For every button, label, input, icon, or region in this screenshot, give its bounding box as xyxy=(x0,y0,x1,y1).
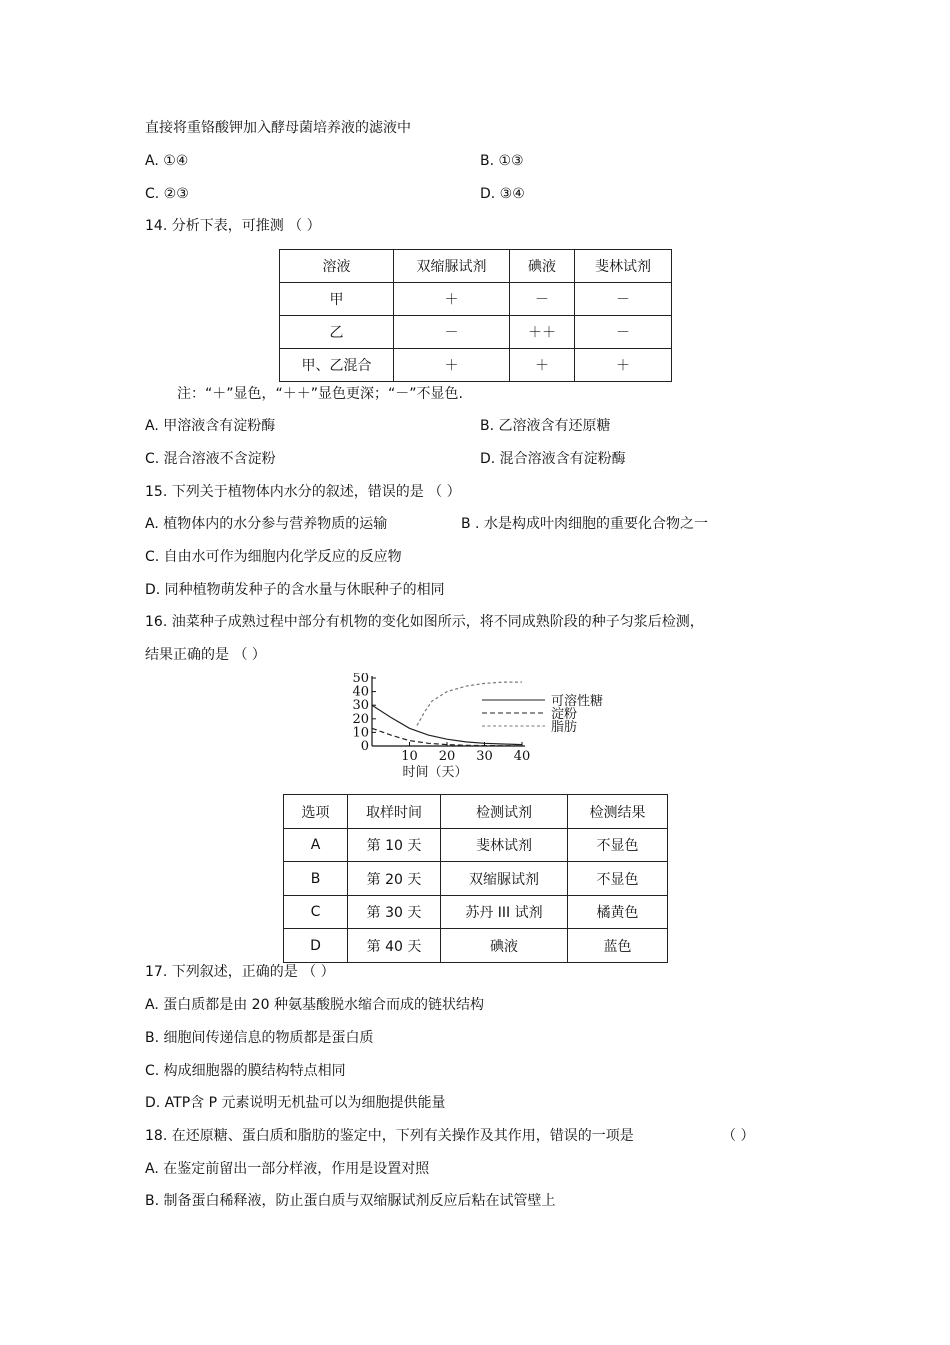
x-tick-label: 40 xyxy=(513,749,531,764)
table-cell: － xyxy=(575,283,672,316)
x-tick-label: 10 xyxy=(401,749,418,764)
table-cell: 甲 xyxy=(280,283,394,316)
q18-option-a: A. 在鉴定前留出一部分样液，作用是设置对照 xyxy=(145,1161,430,1177)
y-tick-label: 10 xyxy=(352,725,369,741)
table-cell: 第 10 天 xyxy=(348,829,441,862)
y-tick-label: 0 xyxy=(360,739,369,754)
q13-option-c: C. ②③ xyxy=(145,186,189,202)
chart-axes xyxy=(372,676,525,746)
q15-option-c: C. 自由水可作为细胞内化学反应的反应物 xyxy=(145,549,402,565)
q16-stem-continued: 结果正确的是 （ ） xyxy=(145,647,266,663)
q14-option-a: A. 甲溶液含有淀粉酶 xyxy=(145,418,276,434)
table-cell: 第 30 天 xyxy=(348,896,441,929)
q15-option-b: B . 水是构成叶肉细胞的重要化合物之一 xyxy=(461,516,708,532)
q15-option-d: D. 同种植物萌发种子的含水量与休眠种子的相同 xyxy=(145,582,445,598)
q17-option-c: C. 构成细胞器的膜结构特点相同 xyxy=(145,1063,346,1079)
x-axis-label: 时间（天） xyxy=(402,765,468,780)
q18-answer-paren: （ ） xyxy=(722,1128,755,1144)
table-cell: 不显色 xyxy=(568,862,668,896)
table-row xyxy=(284,896,668,929)
table-cell: 橘黄色 xyxy=(568,896,668,929)
legend-label: 可溶性糖 xyxy=(551,694,604,709)
q16-header-cell: 取样时间 xyxy=(348,795,441,829)
y-tick-label: 40 xyxy=(352,684,369,700)
q13-option-a: A. ①④ xyxy=(145,153,189,169)
q14-option-d: D. 混合溶液含有淀粉酶 xyxy=(480,451,626,467)
q15-stem: 15. 下列关于植物体内水分的叙述，错误的是 （ ） xyxy=(145,484,461,500)
table-cell: 第 40 天 xyxy=(348,929,441,963)
table-cell: 苏丹 III 试剂 xyxy=(441,896,568,929)
q14-table xyxy=(279,249,672,382)
q18-stem: 18. 在还原糖、蛋白质和脂肪的鉴定中，下列有关操作及其作用，错误的一项是 xyxy=(145,1128,634,1144)
q14-option-c: C. 混合溶液不含淀粉 xyxy=(145,451,276,467)
table-cell: ＋ xyxy=(394,283,510,316)
q14-header-cell: 溶液 xyxy=(280,250,394,283)
table-row xyxy=(284,829,668,862)
q17-option-d: D. ATP含 P 元素说明无机盐可以为细胞提供能量 xyxy=(145,1095,446,1111)
table-cell: ＋ xyxy=(394,349,510,382)
table-cell: 乙 xyxy=(280,316,394,349)
q16-header-cell: 检测结果 xyxy=(568,795,668,829)
q13-option-d: D. ③④ xyxy=(480,186,525,202)
legend-label: 淀粉 xyxy=(551,707,578,722)
q15-option-a: A. 植物体内的水分参与营养物质的运输 xyxy=(145,516,388,532)
q13-continuation: 直接将重铬酸钾加入酵母菌培养液的滤液中 xyxy=(145,120,411,136)
table-cell: 第 20 天 xyxy=(348,862,441,896)
q17-option-a: A. 蛋白质都是由 20 种氨基酸脱水缩合而成的链状结构 xyxy=(145,997,484,1013)
q16-header-cell: 检测试剂 xyxy=(441,795,568,829)
table-cell: 斐林试剂 xyxy=(441,829,568,862)
y-tick-label: 30 xyxy=(352,698,369,714)
table-cell: A xyxy=(284,829,348,862)
table-cell: ＋ xyxy=(510,349,575,382)
table-cell: C xyxy=(284,896,348,929)
q13-option-b: B. ①③ xyxy=(480,153,524,169)
table-cell: 不显色 xyxy=(568,829,668,862)
table-cell: ＋＋ xyxy=(510,316,575,349)
table-row xyxy=(280,349,672,382)
series-line-脂肪 xyxy=(417,682,522,726)
y-tick-label: 50 xyxy=(352,673,369,686)
organic-matter-chart xyxy=(335,673,645,783)
table-cell: 甲、乙混合 xyxy=(280,349,394,382)
table-row xyxy=(284,929,668,963)
table-cell: － xyxy=(510,283,575,316)
q14-header-cell: 双缩脲试剂 xyxy=(394,250,510,283)
table-row xyxy=(280,283,672,316)
table-cell: ＋ xyxy=(575,349,672,382)
q16-stem: 16. 油菜种子成熟过程中部分有机物的变化如图所示，将不同成熟阶段的种子匀浆后检测， xyxy=(145,614,704,630)
q16-table xyxy=(283,794,668,963)
q17-stem: 17. 下列叙述，正确的是 （ ） xyxy=(145,964,335,980)
table-cell: 蓝色 xyxy=(568,929,668,963)
q14-header-cell: 斐林试剂 xyxy=(575,250,672,283)
q16-header-cell: 选项 xyxy=(284,795,348,829)
y-tick-label: 20 xyxy=(352,711,369,727)
table-cell: 双缩脲试剂 xyxy=(441,862,568,896)
x-tick-label: 20 xyxy=(438,749,456,764)
table-cell: B xyxy=(284,862,348,896)
q14-stem: 14. 分析下表，可推测 （ ） xyxy=(145,218,321,234)
table-cell: － xyxy=(575,316,672,349)
q14-note: 注：“＋”显色，“＋＋”显色更深；“－”不显色. xyxy=(177,386,463,402)
q17-option-b: B. 细胞间传递信息的物质都是蛋白质 xyxy=(145,1030,374,1046)
table-cell: － xyxy=(394,316,510,349)
q18-option-b: B. 制备蛋白稀释液，防止蛋白质与双缩脲试剂反应后粘在试管壁上 xyxy=(145,1193,556,1209)
table-cell: 碘液 xyxy=(441,929,568,963)
series-line-可溶性糖 xyxy=(372,705,522,744)
x-tick-label: 30 xyxy=(476,749,493,764)
table-cell: D xyxy=(284,929,348,963)
table-row xyxy=(284,862,668,896)
q14-header-cell: 碘液 xyxy=(510,250,575,283)
legend-label: 脂肪 xyxy=(551,720,578,735)
table-row xyxy=(280,316,672,349)
q14-option-b: B. 乙溶液含有还原糖 xyxy=(480,418,611,434)
